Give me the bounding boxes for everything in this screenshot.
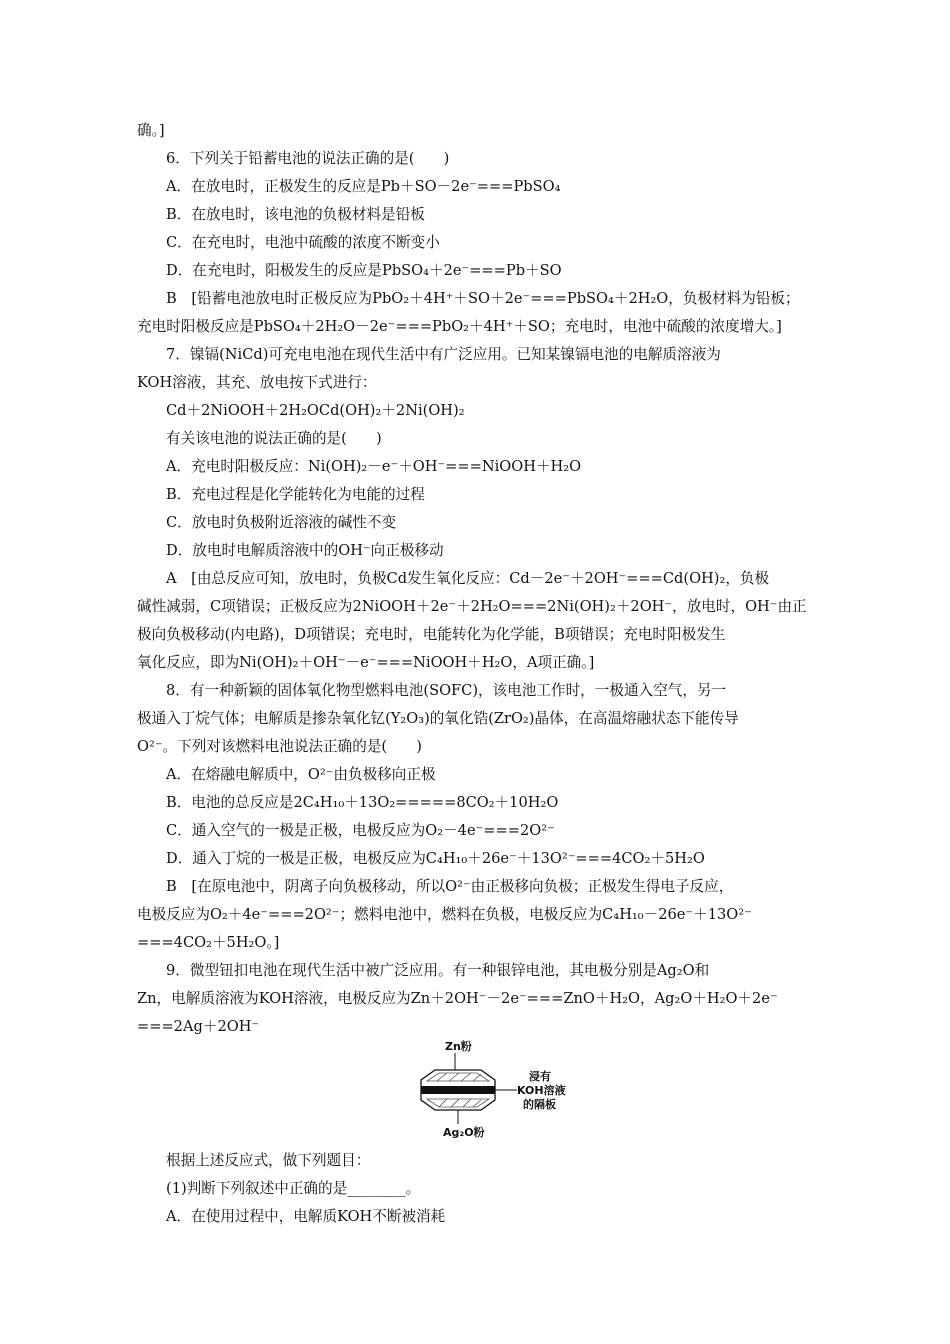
side-label-line1: 浸有 (529, 1070, 551, 1083)
q7-option-d: D．放电时电解质溶液中的OH⁻向正极移动 (166, 542, 444, 559)
question-8-stem-cont: O²⁻。下列对该燃料电池说法正确的是( ) (137, 738, 423, 755)
q8-option-c: C．通入空气的一极是正极，电极反应为O₂－4e⁻===2O²⁻ (166, 822, 555, 839)
q7-equation: Cd＋2NiOOH＋2H₂OCd(OH)₂＋2Ni(OH)₂ (166, 402, 465, 419)
question-8-stem: 8．有一种新颖的固体氧化物型燃料电池(SOFC)，该电池工作时，一极通入空气，另一 (166, 682, 727, 699)
q7-answer-cont: 极向负极移动(内电路)，D项错误；充电时，电能转化为化学能，B项错误；充电时阳极发生 (137, 626, 726, 643)
q8-option-d: D．通入丁烷的一极是正极，电极反应为C₄H₁₀＋26e⁻＋13O²⁻===4CO₂＋5H₂O (166, 850, 705, 867)
q9-subquestion-1: (1)判断下列叙述中正确的是________。 (166, 1180, 421, 1197)
question-9-stem: 9．微型钮扣电池在现代生活中被广泛应用。有一种银锌电池，其电极分别是Ag₂O和 (166, 962, 710, 979)
q6-option-d: D．在充电时，阳极发生的反应是PbSO₄＋2e⁻===Pb＋SO (166, 262, 562, 279)
side-label-line3: 的隔板 (523, 1098, 556, 1111)
q7-option-b: B．充电过程是化学能转化为电能的过程 (166, 486, 425, 503)
q8-option-b: B．电池的总反应是2C₄H₁₀＋13O₂=====8CO₂＋10H₂O (166, 794, 559, 811)
question-7-stem: 7．镍镉(NiCd)可充电电池在现代生活中有广泛应用。已知某镍镉电池的电解质溶液为 (166, 346, 721, 363)
q6-option-a: A．在放电时，正极发生的反应是Pb＋SO－2e⁻===PbSO₄ (166, 178, 561, 195)
q9-option-a: A．在使用过程中，电解质KOH不断被消耗 (166, 1208, 446, 1225)
q6-option-b: B．在放电时，该电池的负极材料是铅板 (166, 206, 425, 223)
question-9-stem-cont: Zn，电解质溶液为KOH溶液，电极反应为Zn＋2OH⁻－2e⁻===ZnO＋H₂O，Ag₂O＋H₂O＋2e⁻ (137, 990, 778, 1007)
q8-option-a: A．在熔融电解质中，O²⁻由负极移向正极 (166, 766, 436, 783)
button-cell-diagram (413, 1036, 573, 1140)
text-line: 确。] (137, 122, 165, 139)
ag2o-powder-label: Ag₂O粉 (443, 1126, 485, 1139)
question-9-stem-cont: ===2Ag＋2OH⁻ (137, 1018, 260, 1035)
question-8-stem-cont: 极通入丁烷气体；电解质是掺杂氧化钇(Y₂O₃)的氧化锆(ZrO₂)晶体，在高温熔融状态下能传导 (137, 710, 739, 727)
q6-answer-cont: 充电时阳极反应是PbSO₄＋2H₂O－2e⁻===PbO₂＋4H⁺＋SO；充电时，电池中硫酸的浓度增大。] (137, 318, 782, 335)
q8-answer-cont: 电极反应为O₂＋4e⁻===2O²⁻；燃料电池中，燃料在负极，电极反应为C₄H₁₀－26e⁻＋13O²⁻ (137, 906, 752, 923)
q9-instruction: 根据上述反应式，做下列题目： (166, 1152, 371, 1169)
q7-answer-cont: 氧化反应，即为Ni(OH)₂＋OH⁻－e⁻===NiOOH＋H₂O，A项正确。] (137, 654, 595, 671)
q7-answer: A [由总反应可知，放电时，负极Cd发生氧化反应：Cd－2e⁻＋2OH⁻===Cd(OH)₂，负极 (166, 570, 770, 587)
q7-option-c: C．放电时负极附近溶液的碱性不变 (166, 514, 397, 531)
q6-answer: B [铅蓄电池放电时正极反应为PbO₂＋4H⁺＋SO＋2e⁻===PbSO₄＋2H₂O，负极材料为铅板； (166, 290, 800, 307)
separator-layer (421, 1086, 495, 1094)
question-7-stem-cont: KOH溶液，其充、放电按下式进行： (137, 374, 377, 391)
q8-answer: B [在原电池中，阴离子向负极移动，所以O²⁻由正极移向负极；正极发生得电子反应， (166, 878, 734, 895)
zn-powder-label: Zn粉 (445, 1040, 472, 1053)
q7-option-a: A．充电时阳极反应：Ni(OH)₂－e⁻＋OH⁻===NiOOH＋H₂O (166, 458, 582, 475)
q8-answer-cont: ===4CO₂＋5H₂O。] (137, 934, 280, 951)
q6-option-c: C．在充电时，电池中硫酸的浓度不断变小 (166, 234, 440, 251)
button-cell-svg (413, 1036, 573, 1140)
side-label-line2: KOH溶液 (517, 1084, 566, 1097)
question-6-stem: 6．下列关于铅蓄电池的说法正确的是( ) (166, 150, 450, 167)
q7-answer-cont: 碱性减弱，C项错误；正极反应为2NiOOH＋2e⁻＋2H₂O===2Ni(OH)₂＋2OH⁻，放电时，OH⁻由正 (137, 598, 807, 615)
q7-question: 有关该电池的说法正确的是( ) (166, 430, 382, 447)
